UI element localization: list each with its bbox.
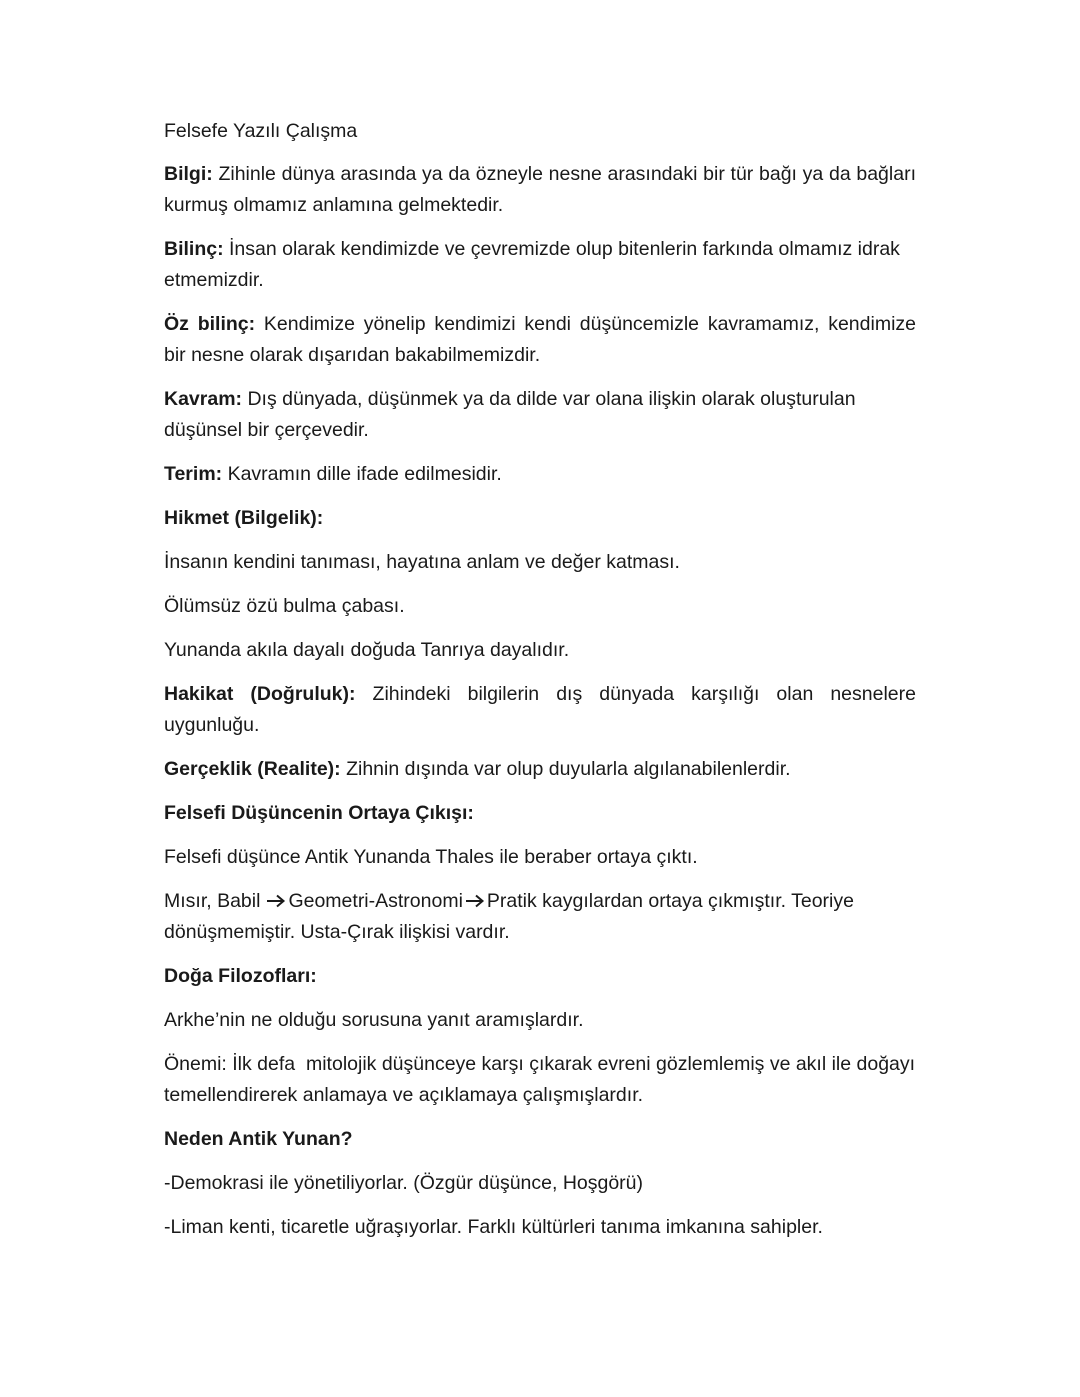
definition-bilgi xyxy=(164,159,916,221)
misir-part-1: Mısır, Babil xyxy=(164,890,261,912)
heading-felsefi-text: Felsefi Düşüncenin Ortaya Çıkışı: xyxy=(164,802,474,824)
heading-neden-text: Neden Antik Yunan? xyxy=(164,1128,353,1150)
arrow-right-icon xyxy=(266,894,286,908)
hikmet-line: Yunanda akıla dayalı doğuda Tanrıya dayalıdır. xyxy=(164,639,570,661)
neden-line: -Liman kenti, ticaretle uğraşıyorlar. Farklı kültürleri tanıma imkanına sahipler. xyxy=(164,1216,823,1238)
arrow-right-icon xyxy=(465,894,485,908)
definition-terim xyxy=(164,459,916,490)
term-gerceklik: Gerçeklik (Realite): xyxy=(164,758,341,780)
text-terim: Kavramın dille ifade edilmesidir. xyxy=(222,463,502,485)
felsefi-misir-line xyxy=(164,886,916,948)
term-terim: Terim: xyxy=(164,463,223,485)
document-title: Felsefe Yazılı Çalışma xyxy=(164,120,358,142)
neden-line: -Demokrasi ile yönetiliyorlar. (Özgür düşünce, Hoşgörü) xyxy=(164,1172,644,1194)
heading-neden xyxy=(164,1124,916,1155)
text-kavram: Dış dünyada, düşünmek ya da dilde var olana ilişkin olarak oluşturulan düşünsel bir çerçevedir. xyxy=(164,388,856,441)
felsefi-line: Felsefi düşünce Antik Yunanda Thales ile beraber ortaya çıktı. xyxy=(164,846,698,868)
definition-oz-bilinc xyxy=(164,309,916,371)
text-hakikat: Zihindeki bilgilerin dış dünyada karşılığı olan nesnelere uygunluğu. xyxy=(164,683,916,736)
heading-doga xyxy=(164,961,916,992)
term-bilinc: Bilinç: xyxy=(164,238,224,260)
term-bilgi: Bilgi: xyxy=(164,163,213,185)
text-bilinc: İnsan olarak kendimizde ve çevremizde olup bitenlerin farkında olmamız idrak etmemizdir. xyxy=(164,238,900,291)
doga-onemi-line: Önemi: İlk defa mitolojik düşünceye karşı çıkarak evreni gözlemlemiş ve akıl ile doğayı temellendirerek anlamaya ve açıklamaya çalışmışlardır. xyxy=(164,1053,921,1106)
document-page xyxy=(164,116,921,1256)
definition-bilinc xyxy=(164,234,916,296)
text-bilgi: Zihinle dünya arasında ya da özneyle nesne arasındaki bir tür bağı ya da bağları kurmuş olmamız anlamına gelmektedir. xyxy=(164,163,916,216)
hikmet-line: Ölümsüz özü bulma çabası. xyxy=(164,595,405,617)
definition-kavram xyxy=(164,384,916,446)
misir-part-2: Geometri-Astronomi xyxy=(288,890,463,912)
text-oz-bilinc: Kendimize yönelip kendimizi kendi düşüncemizle kavramamız, kendimize bir nesne olarak dışarıdan bakabilmemizdir. xyxy=(164,313,916,366)
hikmet-line: İnsanın kendini tanıması, hayatına anlam ve değer katması. xyxy=(164,551,680,573)
doga-line: Arkhe’nin ne olduğu sorusuna yanıt aramışlardır. xyxy=(164,1009,584,1031)
definition-hakikat xyxy=(164,679,916,741)
heading-hikmet xyxy=(164,503,916,534)
definition-gerceklik xyxy=(164,754,916,785)
term-oz-bilinc: Öz bilinç: xyxy=(164,313,256,335)
heading-hikmet-text: Hikmet (Bilgelik): xyxy=(164,507,324,529)
heading-doga-text: Doğa Filozofları: xyxy=(164,965,317,987)
text-gerceklik: Zihnin dışında var olup duyularla algılanabilenlerdir. xyxy=(340,758,791,780)
heading-felsefi xyxy=(164,798,916,829)
term-hakikat: Hakikat (Doğruluk): xyxy=(164,683,356,705)
misir-part-3: Pratik kaygılardan ortaya çıkmıştır. Teoriye dönüşmemiştir. Usta-Çırak ilişkisi vardır. xyxy=(164,890,854,943)
term-kavram: Kavram: xyxy=(164,388,243,410)
